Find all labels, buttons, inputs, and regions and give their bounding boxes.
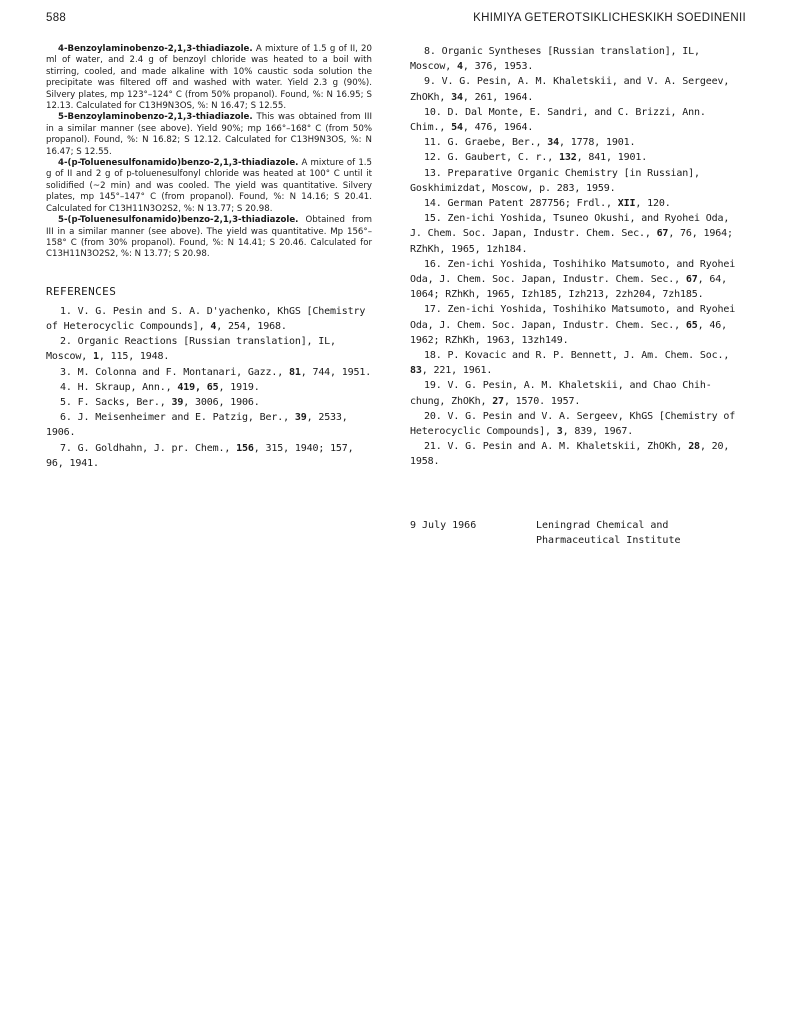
reference-item xyxy=(410,74,744,104)
reference-text: 20. V. G. Pesin and V. A. Sergeev, KhGS [Chemistry of Heterocyclic Compounds], xyxy=(410,410,736,438)
right-column xyxy=(410,44,744,470)
reference-text: 8. Organic Syntheses [Russian translation], IL, Moscow, xyxy=(410,46,700,73)
reference-volume: 39 xyxy=(171,396,184,408)
reference-pages: , 2533, 1906. xyxy=(46,412,348,439)
reference-text: 1. V. G. Pesin and S. A. D'yachenko, KhGS [Chemistry of Heterocyclic Compounds], xyxy=(46,305,366,332)
reference-pages: , 1570. 1957. xyxy=(503,395,581,407)
reference-pages: , 120. xyxy=(635,198,671,210)
procedure-text: A mixture of 1.5 g of II and 2 g of p-toluenesulfonyl chloride was heated at 100° C until it solidified (~2 min) and was cooled. The yield was quantitative. Silvery plates, mp 145°–147° C (from propanol). Found, %: N 14.16; S 20.41. Calculated for C13H11N3O2S2, %: N 13.77; S 20.98. xyxy=(46,158,372,214)
reference-list xyxy=(410,44,744,470)
reference-volume: 4 xyxy=(456,61,463,73)
reference-volume: 4 xyxy=(210,320,217,332)
reference-pages: , 261, 1964. xyxy=(462,91,534,103)
reference-volume: 81 xyxy=(288,366,301,378)
reference-text: 16. Zen-ichi Yoshida, Toshihiko Matsumoto, and Ryohei Oda, J. Chem. Soc. Japan, Industr. Chem. Sec., xyxy=(410,258,736,286)
reference-volume: 1 xyxy=(92,351,99,363)
reference-volume: 156 xyxy=(236,442,254,454)
reference-text: 9. V. G. Pesin, A. M. Khaletskii, and V. A. Sergeev, ZhOKh, xyxy=(410,76,730,103)
reference-item xyxy=(410,302,744,348)
reference-volume: 39 xyxy=(294,412,307,424)
reference-text: 11. G. Graebe, Ber., xyxy=(424,137,548,149)
reference-pages: , 1919. xyxy=(218,381,260,393)
reference-item xyxy=(410,44,744,74)
reference-item xyxy=(410,150,744,165)
reference-pages: , 3006, 1906. xyxy=(183,396,260,408)
reference-pages: , 476, 1964. xyxy=(462,122,534,134)
reference-pages: , 254, 1968. xyxy=(216,320,287,332)
reference-pages: , 1778, 1901. xyxy=(559,137,636,149)
reference-volume: 34 xyxy=(547,137,560,149)
reference-volume: 67 xyxy=(685,274,698,286)
reference-pages: , 376, 1953. xyxy=(462,61,534,73)
procedure-text: This was obtained from III in a similar manner (see above). Yield 90%; mp 166°–168° C (from 50% propanol). Found, %: N 16.82; S 12.12. Calculated for C13H9N3OS, %: N 16.47; S 12.55. xyxy=(46,112,372,157)
reference-pages: , 76, 1964; RZhKh, 1965, 1zh184. xyxy=(410,228,733,255)
reference-text: 13. Preparative Organic Chemistry [in Russian], Goskhimizdat, Moscow, p. 283, 1959. xyxy=(410,167,700,194)
reference-item xyxy=(410,257,744,303)
reference-text: 2. Organic Reactions [Russian translation], IL, Moscow, xyxy=(46,336,336,363)
reference-volume: 27 xyxy=(492,395,504,407)
reference-item xyxy=(410,105,744,135)
experimental-section xyxy=(46,44,372,261)
reference-pages: , 744, 1951. xyxy=(300,366,372,378)
reference-volume: 67 xyxy=(656,228,669,240)
references-heading: REFERENCES xyxy=(46,284,117,298)
reference-item xyxy=(46,334,372,364)
reference-volume: 83 xyxy=(410,365,422,377)
reference-volume: 28 xyxy=(688,441,700,453)
compound-title: 4-(p-Toluenesulfonamido)benzo-2,1,3-thiadiazole. xyxy=(58,158,299,169)
experimental-paragraph xyxy=(46,158,372,215)
reference-item xyxy=(410,409,744,439)
reference-list xyxy=(46,304,372,471)
reference-item xyxy=(410,196,744,211)
procedure-text: A mixture of 1.5 g of II, 20 ml of water, and 2.4 g of benzoyl chloride was heated to a boil with stirring, cooled, and made alkaline with 10% caustic soda solution the precipitate was filtered off and washed with water. Yield 2.3 g (90%). Silvery plates, mp 123°–124° C (from 50% propanol). Found, %: N 16.95; S 12.13. Calculated for C13H9N3OS, %: N 16.47; S 12.55. xyxy=(46,44,372,112)
reference-item xyxy=(410,211,744,257)
page-number: 588 xyxy=(46,12,67,24)
reference-item xyxy=(46,380,372,395)
reference-pages: , 115, 1948. xyxy=(98,351,170,363)
reference-pages: , 839, 1967. xyxy=(562,426,634,438)
compound-title: 5-Benzoylaminobenzo-2,1,3-thiadiazole. xyxy=(58,112,253,123)
reference-volume: 54 xyxy=(451,122,463,134)
reference-text: 14. German Patent 287756; Frdl., xyxy=(424,198,618,210)
reference-text: 4. H. Skraup, Ann., xyxy=(60,381,178,393)
reference-pages: , 315, 1940; 157, 96, 1941. xyxy=(46,442,354,469)
reference-text: 7. G. Goldhahn, J. pr. Chem., xyxy=(60,442,237,454)
compound-title: 5-(p-Toluenesulfonamido)benzo-2,1,3-thiadiazole. xyxy=(58,215,299,226)
reference-text: 10. D. Dal Monte, E. Sandri, and C. Brizzi, Ann. Chim., xyxy=(410,106,706,134)
left-column xyxy=(46,44,372,471)
reference-item xyxy=(46,304,372,334)
reference-pages: , 841, 1901. xyxy=(576,152,648,164)
reference-volume: 65 xyxy=(685,319,698,331)
reference-text: 21. V. G. Pesin and A. M. Khaletskii, ZhOKh, xyxy=(424,441,689,453)
experimental-paragraph xyxy=(46,215,372,261)
experimental-paragraph xyxy=(46,112,372,158)
reference-pages: , 20, 1958. xyxy=(410,441,730,468)
compound-title: 4-Benzoylaminobenzo-2,1,3-thiadiazole. xyxy=(58,44,253,54)
reference-text: 18. P. Kovacic and R. P. Bennett, J. Am. Chem. Soc., xyxy=(424,350,730,362)
reference-text: 3. M. Colonna and F. Montanari, Gazz., xyxy=(60,366,289,378)
reference-text: 12. G. Gaubert, C. r., xyxy=(424,152,560,164)
reference-item xyxy=(46,441,372,471)
procedure-text: Obtained from III in a similar manner (see above). The yield was quantitative. Mp 156°–158° C (from 30% propanol). Found, %: N 14.41; S 20.46. Calculated for C13H11N3O2S2, %: N 13.77; S 20.98. xyxy=(46,215,372,260)
reference-text: 19. V. G. Pesin, A. M. Khaletskii, and Chao Chih-chung, ZhOKh, xyxy=(410,380,712,407)
journal-title: KHIMIYA GETEROTSIKLICHESKIKH SOEDINENII xyxy=(473,12,746,24)
reference-pages: , 64, 1064; RZhKh, 1965, Izh185, Izh213, 2zh204, 7zh185. xyxy=(410,274,728,301)
reference-volume: 34 xyxy=(451,91,463,103)
reference-volume: XII xyxy=(617,198,636,210)
reference-item xyxy=(46,365,372,380)
reference-volume: 419, 65 xyxy=(177,381,219,393)
institution: Leningrad Chemical and Pharmaceutical Institute xyxy=(536,520,681,546)
reference-text: 6. J. Meisenheimer and E. Patzig, Ber., xyxy=(60,412,295,424)
reference-text: 15. Zen-ichi Yoshida, Tsuneo Okushi, and Ryohei Oda, J. Chem. Soc. Japan, Industr. Chem. Sec., xyxy=(410,213,730,240)
reference-volume: 3 xyxy=(556,426,563,438)
reference-item xyxy=(410,348,744,378)
reference-text: 5. F. Sacks, Ber., xyxy=(60,396,172,408)
reference-item xyxy=(410,439,744,469)
experimental-paragraph xyxy=(46,44,372,112)
reference-pages: , 46, 1962; RZhKh, 1963, 13zh149. xyxy=(410,319,728,346)
reference-volume: 132 xyxy=(559,152,577,164)
reference-text: 17. Zen-ichi Yoshida, Toshihiko Matsumoto, and Ryohei Oda, J. Chem. Soc. Japan, Industr. Chem. Sec., xyxy=(410,304,736,331)
received-date: 9 July 1966 xyxy=(410,520,477,531)
reference-item xyxy=(410,135,744,150)
reference-item xyxy=(46,395,372,410)
reference-item xyxy=(410,166,744,196)
reference-item xyxy=(410,378,744,408)
reference-pages: , 221, 1961. xyxy=(421,365,493,377)
reference-item xyxy=(46,410,372,440)
